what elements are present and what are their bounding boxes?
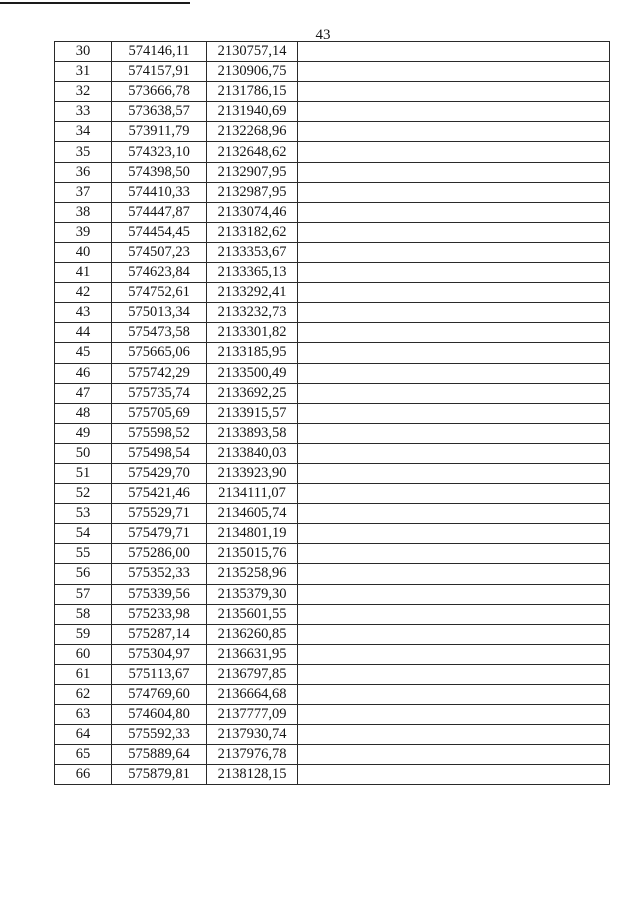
blank-cell: [298, 82, 610, 102]
table-row: [55, 222, 610, 242]
table-row: [55, 263, 610, 283]
point-number-cell: 49: [55, 423, 112, 443]
x-coordinate-cell: 574146,11: [112, 42, 207, 62]
blank-cell: [298, 162, 610, 182]
x-coordinate-cell: 575339,56: [112, 584, 207, 604]
blank-cell: [298, 242, 610, 262]
point-number-cell: 65: [55, 745, 112, 765]
table-row: [55, 685, 610, 705]
point-number-cell: 51: [55, 463, 112, 483]
y-coordinate-cell: 2132268,96: [207, 122, 298, 142]
blank-cell: [298, 202, 610, 222]
x-coordinate-cell: 575113,67: [112, 664, 207, 684]
point-number-cell: 39: [55, 222, 112, 242]
table-row: [55, 624, 610, 644]
blank-cell: [298, 122, 610, 142]
point-number-cell: 53: [55, 504, 112, 524]
y-coordinate-cell: 2134605,74: [207, 504, 298, 524]
blank-cell: [298, 484, 610, 504]
y-coordinate-cell: 2133923,90: [207, 463, 298, 483]
point-number-cell: 40: [55, 242, 112, 262]
point-number-cell: 32: [55, 82, 112, 102]
y-coordinate-cell: 2135015,76: [207, 544, 298, 564]
point-number-cell: 35: [55, 142, 112, 162]
point-number-cell: 60: [55, 644, 112, 664]
y-coordinate-cell: 2133893,58: [207, 423, 298, 443]
x-coordinate-cell: 573638,57: [112, 102, 207, 122]
blank-cell: [298, 685, 610, 705]
x-coordinate-cell: 574323,10: [112, 142, 207, 162]
table-row: [55, 283, 610, 303]
blank-cell: [298, 303, 610, 323]
y-coordinate-cell: 2132907,95: [207, 162, 298, 182]
blank-cell: [298, 343, 610, 363]
x-coordinate-cell: 575879,81: [112, 765, 207, 785]
point-number-cell: 66: [55, 765, 112, 785]
x-coordinate-cell: 574454,45: [112, 222, 207, 242]
blank-cell: [298, 283, 610, 303]
x-coordinate-cell: 575233,98: [112, 604, 207, 624]
table-row: [55, 443, 610, 463]
point-number-cell: 54: [55, 524, 112, 544]
y-coordinate-cell: 2133353,67: [207, 242, 298, 262]
table-row: [55, 765, 610, 785]
blank-cell: [298, 745, 610, 765]
point-number-cell: 55: [55, 544, 112, 564]
blank-cell: [298, 263, 610, 283]
y-coordinate-cell: 2133365,13: [207, 263, 298, 283]
x-coordinate-cell: 575529,71: [112, 504, 207, 524]
point-number-cell: 36: [55, 162, 112, 182]
x-coordinate-cell: 575665,06: [112, 343, 207, 363]
blank-cell: [298, 725, 610, 745]
blank-cell: [298, 564, 610, 584]
x-coordinate-cell: 574398,50: [112, 162, 207, 182]
blank-cell: [298, 383, 610, 403]
table-row: [55, 664, 610, 684]
y-coordinate-cell: 2133182,62: [207, 222, 298, 242]
page-number: 43: [315, 27, 331, 43]
blank-cell: [298, 644, 610, 664]
point-number-cell: 48: [55, 403, 112, 423]
x-coordinate-cell: 575479,71: [112, 524, 207, 544]
point-number-cell: 62: [55, 685, 112, 705]
blank-cell: [298, 443, 610, 463]
top-rule: [0, 2, 190, 4]
y-coordinate-cell: 2130906,75: [207, 62, 298, 82]
blank-cell: [298, 222, 610, 242]
x-coordinate-cell: 575287,14: [112, 624, 207, 644]
blank-cell: [298, 765, 610, 785]
blank-cell: [298, 62, 610, 82]
y-coordinate-cell: 2133915,57: [207, 403, 298, 423]
y-coordinate-cell: 2134111,07: [207, 484, 298, 504]
point-number-cell: 31: [55, 62, 112, 82]
x-coordinate-cell: 574507,23: [112, 242, 207, 262]
table-row: [55, 62, 610, 82]
x-coordinate-cell: 573911,79: [112, 122, 207, 142]
point-number-cell: 37: [55, 182, 112, 202]
y-coordinate-cell: 2131786,15: [207, 82, 298, 102]
blank-cell: [298, 142, 610, 162]
blank-cell: [298, 664, 610, 684]
point-number-cell: 52: [55, 484, 112, 504]
blank-cell: [298, 584, 610, 604]
coordinates-table-body: [55, 42, 610, 785]
point-number-cell: 63: [55, 705, 112, 725]
point-number-cell: 30: [55, 42, 112, 62]
x-coordinate-cell: 575742,29: [112, 363, 207, 383]
blank-cell: [298, 423, 610, 443]
blank-cell: [298, 102, 610, 122]
point-number-cell: 45: [55, 343, 112, 363]
point-number-cell: 64: [55, 725, 112, 745]
table-row: [55, 202, 610, 222]
point-number-cell: 38: [55, 202, 112, 222]
y-coordinate-cell: 2137976,78: [207, 745, 298, 765]
x-coordinate-cell: 574623,84: [112, 263, 207, 283]
table-row: [55, 504, 610, 524]
x-coordinate-cell: 574604,80: [112, 705, 207, 725]
y-coordinate-cell: 2134801,19: [207, 524, 298, 544]
y-coordinate-cell: 2136664,68: [207, 685, 298, 705]
table-row: [55, 745, 610, 765]
point-number-cell: 43: [55, 303, 112, 323]
table-row: [55, 403, 610, 423]
blank-cell: [298, 363, 610, 383]
table-row: [55, 544, 610, 564]
x-coordinate-cell: 575592,33: [112, 725, 207, 745]
x-coordinate-cell: 575304,97: [112, 644, 207, 664]
y-coordinate-cell: 2133232,73: [207, 303, 298, 323]
table-row: [55, 42, 610, 62]
point-number-cell: 41: [55, 263, 112, 283]
table-row: [55, 484, 610, 504]
x-coordinate-cell: 575429,70: [112, 463, 207, 483]
x-coordinate-cell: 575421,46: [112, 484, 207, 504]
blank-cell: [298, 604, 610, 624]
coordinates-table: [54, 41, 610, 785]
point-number-cell: 33: [55, 102, 112, 122]
blank-cell: [298, 705, 610, 725]
table-row: [55, 323, 610, 343]
table-row: [55, 604, 610, 624]
x-coordinate-cell: 574769,60: [112, 685, 207, 705]
table-row: [55, 142, 610, 162]
x-coordinate-cell: 575286,00: [112, 544, 207, 564]
table-row: [55, 383, 610, 403]
y-coordinate-cell: 2131940,69: [207, 102, 298, 122]
table-row: [55, 584, 610, 604]
table-row: [55, 122, 610, 142]
y-coordinate-cell: 2133500,49: [207, 363, 298, 383]
point-number-cell: 42: [55, 283, 112, 303]
x-coordinate-cell: 575473,58: [112, 323, 207, 343]
y-coordinate-cell: 2132648,62: [207, 142, 298, 162]
table-row: [55, 162, 610, 182]
blank-cell: [298, 504, 610, 524]
x-coordinate-cell: 573666,78: [112, 82, 207, 102]
y-coordinate-cell: 2133301,82: [207, 323, 298, 343]
blank-cell: [298, 463, 610, 483]
x-coordinate-cell: 575889,64: [112, 745, 207, 765]
y-coordinate-cell: 2133840,03: [207, 443, 298, 463]
table-row: [55, 182, 610, 202]
point-number-cell: 34: [55, 122, 112, 142]
point-number-cell: 46: [55, 363, 112, 383]
y-coordinate-cell: 2136631,95: [207, 644, 298, 664]
x-coordinate-cell: 574752,61: [112, 283, 207, 303]
point-number-cell: 56: [55, 564, 112, 584]
point-number-cell: 61: [55, 664, 112, 684]
blank-cell: [298, 544, 610, 564]
y-coordinate-cell: 2133074,46: [207, 202, 298, 222]
point-number-cell: 50: [55, 443, 112, 463]
x-coordinate-cell: 575705,69: [112, 403, 207, 423]
table-row: [55, 303, 610, 323]
blank-cell: [298, 624, 610, 644]
point-number-cell: 58: [55, 604, 112, 624]
y-coordinate-cell: 2133185,95: [207, 343, 298, 363]
x-coordinate-cell: 575352,33: [112, 564, 207, 584]
point-number-cell: 47: [55, 383, 112, 403]
point-number-cell: 57: [55, 584, 112, 604]
x-coordinate-cell: 575498,54: [112, 443, 207, 463]
table-row: [55, 423, 610, 443]
table-row: [55, 82, 610, 102]
y-coordinate-cell: 2137777,09: [207, 705, 298, 725]
point-number-cell: 59: [55, 624, 112, 644]
y-coordinate-cell: 2138128,15: [207, 765, 298, 785]
x-coordinate-cell: 574157,91: [112, 62, 207, 82]
y-coordinate-cell: 2133692,25: [207, 383, 298, 403]
table-row: [55, 705, 610, 725]
blank-cell: [298, 524, 610, 544]
table-row: [55, 524, 610, 544]
x-coordinate-cell: 574447,87: [112, 202, 207, 222]
y-coordinate-cell: 2135601,55: [207, 604, 298, 624]
table-row: [55, 343, 610, 363]
blank-cell: [298, 42, 610, 62]
table-row: [55, 363, 610, 383]
y-coordinate-cell: 2136260,85: [207, 624, 298, 644]
table-row: [55, 564, 610, 584]
table-row: [55, 725, 610, 745]
table-row: [55, 463, 610, 483]
blank-cell: [298, 403, 610, 423]
y-coordinate-cell: 2132987,95: [207, 182, 298, 202]
y-coordinate-cell: 2135258,96: [207, 564, 298, 584]
y-coordinate-cell: 2136797,85: [207, 664, 298, 684]
table-row: [55, 242, 610, 262]
table-row: [55, 102, 610, 122]
blank-cell: [298, 182, 610, 202]
y-coordinate-cell: 2133292,41: [207, 283, 298, 303]
table-row: [55, 644, 610, 664]
y-coordinate-cell: 2130757,14: [207, 42, 298, 62]
x-coordinate-cell: 574410,33: [112, 182, 207, 202]
blank-cell: [298, 323, 610, 343]
y-coordinate-cell: 2135379,30: [207, 584, 298, 604]
point-number-cell: 44: [55, 323, 112, 343]
y-coordinate-cell: 2137930,74: [207, 725, 298, 745]
x-coordinate-cell: 575013,34: [112, 303, 207, 323]
x-coordinate-cell: 575598,52: [112, 423, 207, 443]
x-coordinate-cell: 575735,74: [112, 383, 207, 403]
